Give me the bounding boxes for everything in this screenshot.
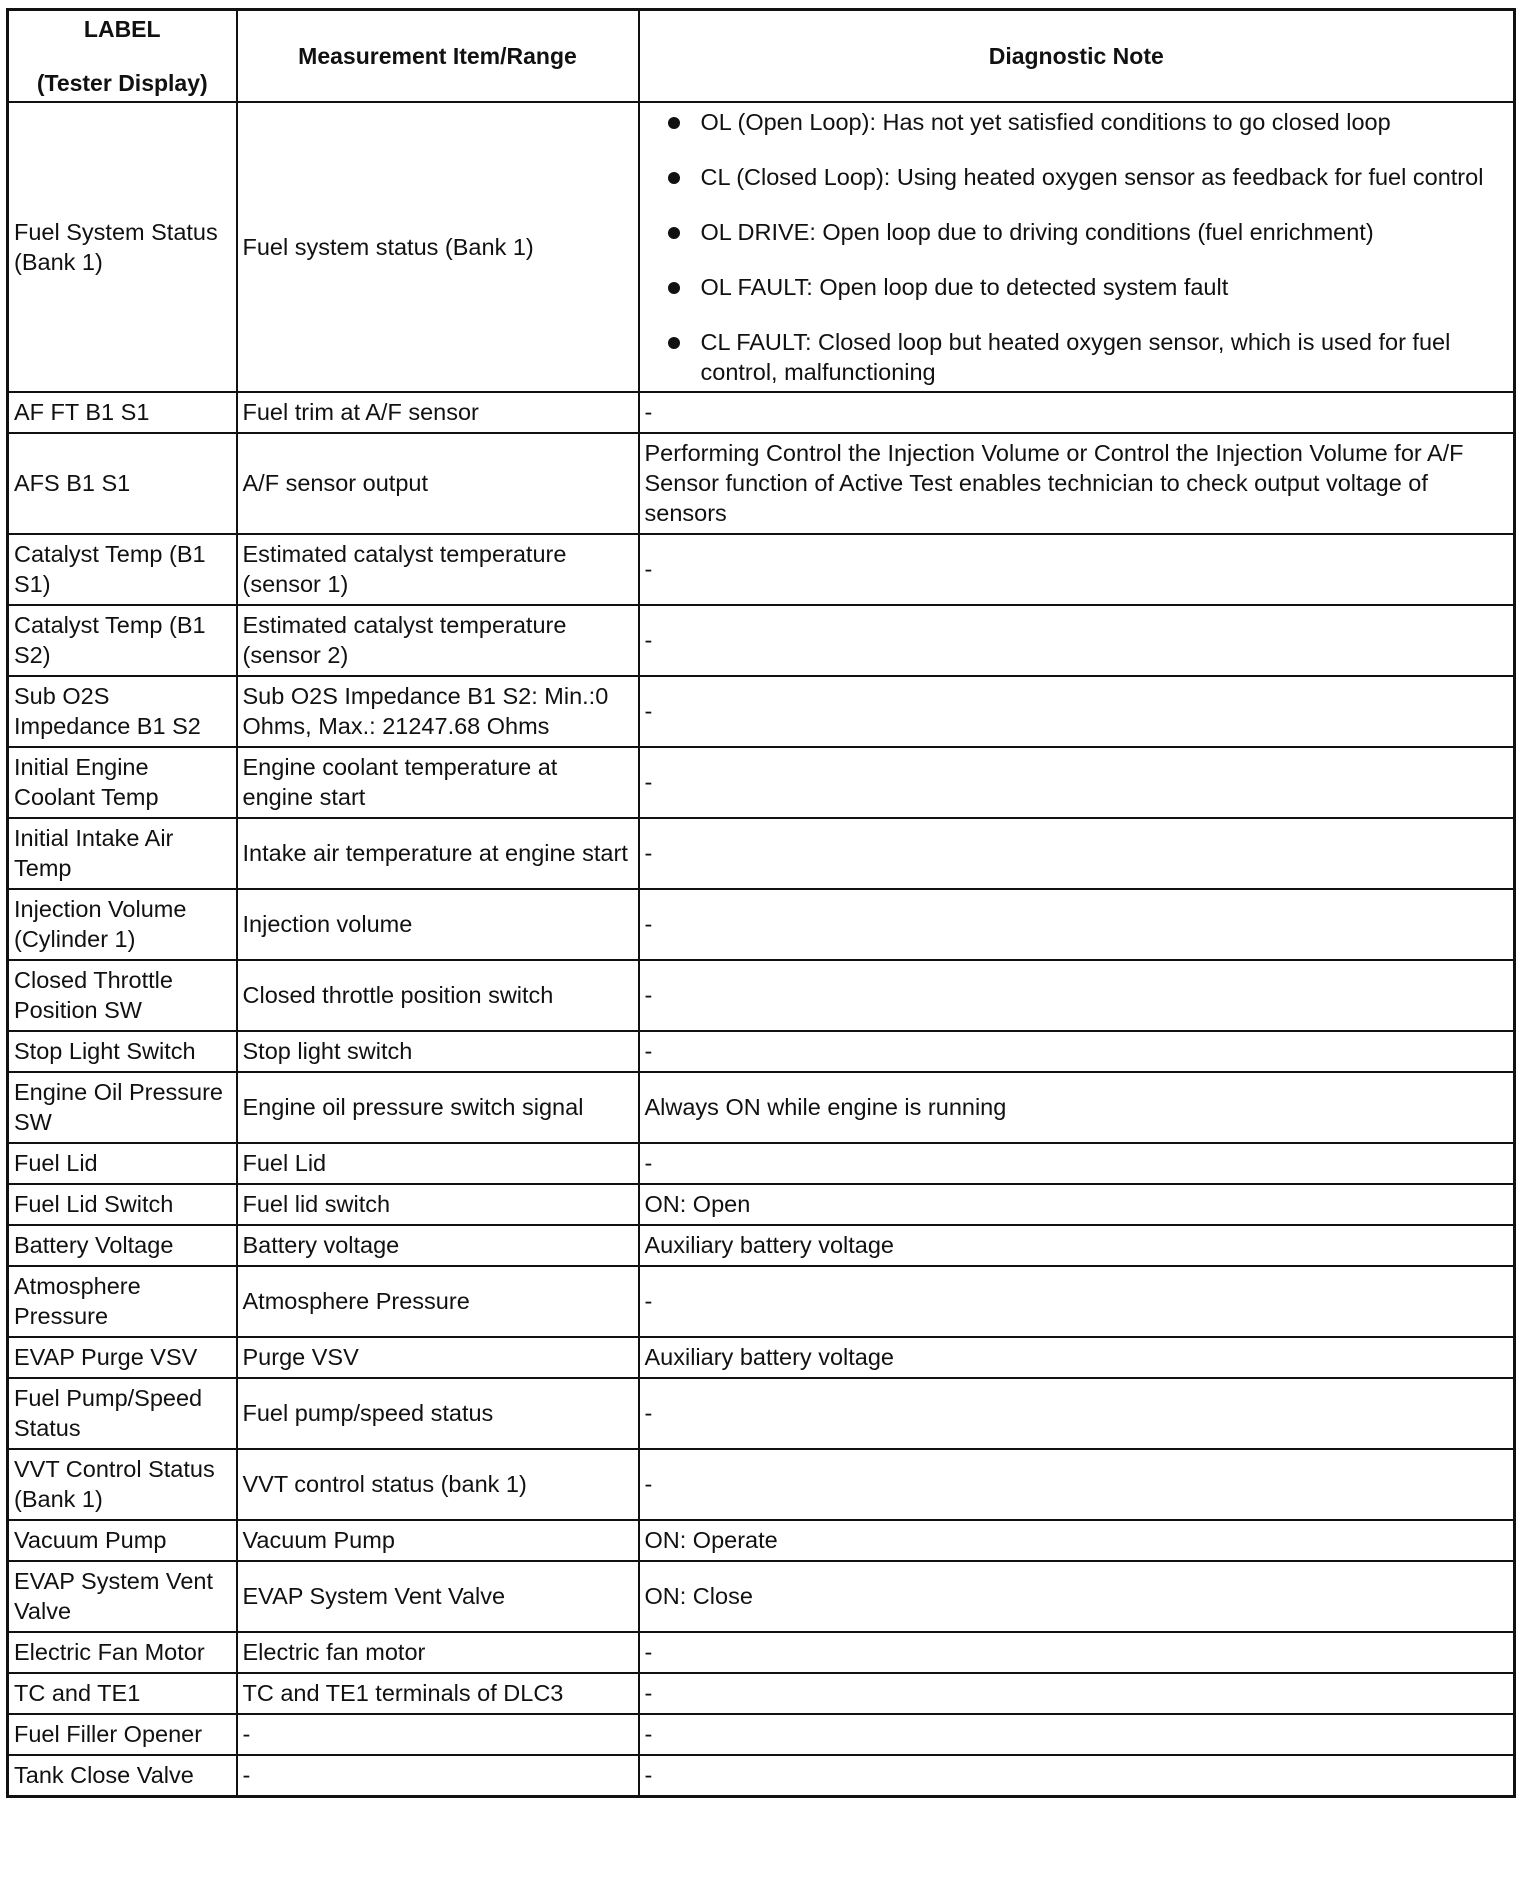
table-row <box>8 889 1515 960</box>
note-cell: Auxiliary battery voltage <box>639 1337 1515 1378</box>
note-cell: Always ON while engine is running <box>639 1072 1515 1143</box>
table-row <box>8 818 1515 889</box>
measurement-cell: Injection volume <box>237 889 639 960</box>
label-cell: Fuel Pump/Speed Status <box>8 1378 237 1449</box>
table-row <box>8 1225 1515 1266</box>
note-cell: - <box>639 1632 1515 1673</box>
bullet-icon <box>668 172 680 184</box>
measurement-cell: Fuel lid switch <box>237 1184 639 1225</box>
label-cell: Fuel Filler Opener <box>8 1714 237 1755</box>
bullet-icon <box>668 227 680 239</box>
label-cell: Stop Light Switch <box>8 1031 237 1072</box>
label-cell: Fuel Lid <box>8 1143 237 1184</box>
label-cell: Electric Fan Motor <box>8 1632 237 1673</box>
list-item <box>665 107 1508 137</box>
bullet-icon <box>668 282 680 294</box>
table-row-fuel-system-status <box>8 102 1515 392</box>
table-row <box>8 1143 1515 1184</box>
list-item-text: CL (Closed Loop): Using heated oxygen sensor as feedback for fuel control <box>700 164 1484 190</box>
table-row <box>8 1266 1515 1337</box>
note-cell: - <box>639 605 1515 676</box>
label-cell: Sub O2S Impedance B1 S2 <box>8 676 237 747</box>
note-cell: - <box>639 818 1515 889</box>
note-cell: Auxiliary battery voltage <box>639 1225 1515 1266</box>
measurement-cell: Engine coolant temperature at engine start <box>237 747 639 818</box>
note-cell: - <box>639 676 1515 747</box>
note-cell: - <box>639 392 1515 433</box>
table-row <box>8 1184 1515 1225</box>
note-cell: ON: Open <box>639 1184 1515 1225</box>
measurement-cell: TC and TE1 terminals of DLC3 <box>237 1673 639 1714</box>
table-row <box>8 1378 1515 1449</box>
header-row <box>8 10 1515 103</box>
list-item-text: OL FAULT: Open loop due to detected system fault <box>700 274 1229 300</box>
table-row <box>8 534 1515 605</box>
list-item <box>665 327 1508 387</box>
table-row <box>8 747 1515 818</box>
measurement-column-header: Measurement Item/Range <box>237 10 639 103</box>
measurement-cell: VVT control status (bank 1) <box>237 1449 639 1520</box>
measurement-cell: Electric fan motor <box>237 1632 639 1673</box>
measurement-cell: Sub O2S Impedance B1 S2: Min.:0 Ohms, Max.: 21247.68 Ohms <box>237 676 639 747</box>
table-row <box>8 1714 1515 1755</box>
label-cell: TC and TE1 <box>8 1673 237 1714</box>
note-cell: - <box>639 1143 1515 1184</box>
label-cell: Battery Voltage <box>8 1225 237 1266</box>
measurement-cell: Fuel pump/speed status <box>237 1378 639 1449</box>
label-cell: Closed Throttle Position SW <box>8 960 237 1031</box>
table-row <box>8 1337 1515 1378</box>
label-cell: Tank Close Valve <box>8 1755 237 1797</box>
table-row <box>8 1449 1515 1520</box>
bullet-icon <box>668 337 680 349</box>
note-cell <box>639 102 1515 392</box>
note-cell: - <box>639 1449 1515 1520</box>
label-cell: Initial Intake Air Temp <box>8 818 237 889</box>
measurement-cell: A/F sensor output <box>237 433 639 534</box>
table-row <box>8 1031 1515 1072</box>
note-cell: - <box>639 1031 1515 1072</box>
measurement-cell: - <box>237 1755 639 1797</box>
note-cell: - <box>639 747 1515 818</box>
label-cell: AF FT B1 S1 <box>8 392 237 433</box>
note-cell: - <box>639 1266 1515 1337</box>
measurement-cell: EVAP System Vent Valve <box>237 1561 639 1632</box>
list-item-text: OL DRIVE: Open loop due to driving conditions (fuel enrichment) <box>700 219 1374 245</box>
table-row <box>8 1755 1515 1797</box>
measurement-cell: Estimated catalyst temperature (sensor 2) <box>237 605 639 676</box>
note-cell: - <box>639 1714 1515 1755</box>
label-cell: Engine Oil Pressure SW <box>8 1072 237 1143</box>
list-item <box>665 162 1508 192</box>
note-cell: - <box>639 960 1515 1031</box>
measurement-cell: Intake air temperature at engine start <box>237 818 639 889</box>
list-item <box>665 272 1508 302</box>
measurement-cell: Battery voltage <box>237 1225 639 1266</box>
note-cell: ON: Operate <box>639 1520 1515 1561</box>
label-cell: EVAP Purge VSV <box>8 1337 237 1378</box>
label-cell: Vacuum Pump <box>8 1520 237 1561</box>
label-cell: Initial Engine Coolant Temp <box>8 747 237 818</box>
note-column-header: Diagnostic Note <box>639 10 1515 103</box>
note-cell: - <box>639 1673 1515 1714</box>
table-row <box>8 1632 1515 1673</box>
note-cell: ON: Close <box>639 1561 1515 1632</box>
note-cell: Performing Control the Injection Volume or Control the Injection Volume for A/F Sensor function of Active Test enables technician to check output voltage of sensors <box>639 433 1515 534</box>
label-cell: Injection Volume (Cylinder 1) <box>8 889 237 960</box>
table-row <box>8 1520 1515 1561</box>
label-column-header <box>8 10 237 103</box>
note-cell: - <box>639 889 1515 960</box>
label-header-line2: (Tester Display) <box>36 70 208 96</box>
table-row <box>8 392 1515 433</box>
measurement-cell: Purge VSV <box>237 1337 639 1378</box>
label-cell: AFS B1 S1 <box>8 433 237 534</box>
table-row <box>8 1673 1515 1714</box>
measurement-cell: Fuel system status (Bank 1) <box>237 102 639 392</box>
label-cell: Atmosphere Pressure <box>8 1266 237 1337</box>
list-item-text: CL FAULT: Closed loop but heated oxygen sensor, which is used for fuel control, malfunctioning <box>700 329 1451 385</box>
label-cell: Catalyst Temp (B1 S1) <box>8 534 237 605</box>
measurement-cell: Engine oil pressure switch signal <box>237 1072 639 1143</box>
data-list-table <box>6 8 1516 1798</box>
list-item <box>665 217 1508 247</box>
measurement-cell: Estimated catalyst temperature (sensor 1) <box>237 534 639 605</box>
note-cell: - <box>639 534 1515 605</box>
table-row <box>8 1072 1515 1143</box>
measurement-cell: Fuel Lid <box>237 1143 639 1184</box>
list-item-text: OL (Open Loop): Has not yet satisfied conditions to go closed loop <box>700 109 1391 135</box>
note-cell: - <box>639 1378 1515 1449</box>
label-header-line1: LABEL <box>83 16 161 42</box>
table-row <box>8 1561 1515 1632</box>
fuel-status-bullet-list <box>645 107 1508 387</box>
measurement-cell: Atmosphere Pressure <box>237 1266 639 1337</box>
label-cell: EVAP System Vent Valve <box>8 1561 237 1632</box>
label-cell: Fuel Lid Switch <box>8 1184 237 1225</box>
note-cell: - <box>639 1755 1515 1797</box>
table-row <box>8 433 1515 534</box>
measurement-cell: Stop light switch <box>237 1031 639 1072</box>
measurement-cell: Closed throttle position switch <box>237 960 639 1031</box>
table-row <box>8 676 1515 747</box>
measurement-cell: Vacuum Pump <box>237 1520 639 1561</box>
measurement-cell: Fuel trim at A/F sensor <box>237 392 639 433</box>
bullet-icon <box>668 117 680 129</box>
table-row <box>8 960 1515 1031</box>
table-body <box>8 102 1515 1797</box>
label-cell: Catalyst Temp (B1 S2) <box>8 605 237 676</box>
measurement-cell: - <box>237 1714 639 1755</box>
label-cell: Fuel System Status (Bank 1) <box>8 102 237 392</box>
table-row <box>8 605 1515 676</box>
label-cell: VVT Control Status (Bank 1) <box>8 1449 237 1520</box>
